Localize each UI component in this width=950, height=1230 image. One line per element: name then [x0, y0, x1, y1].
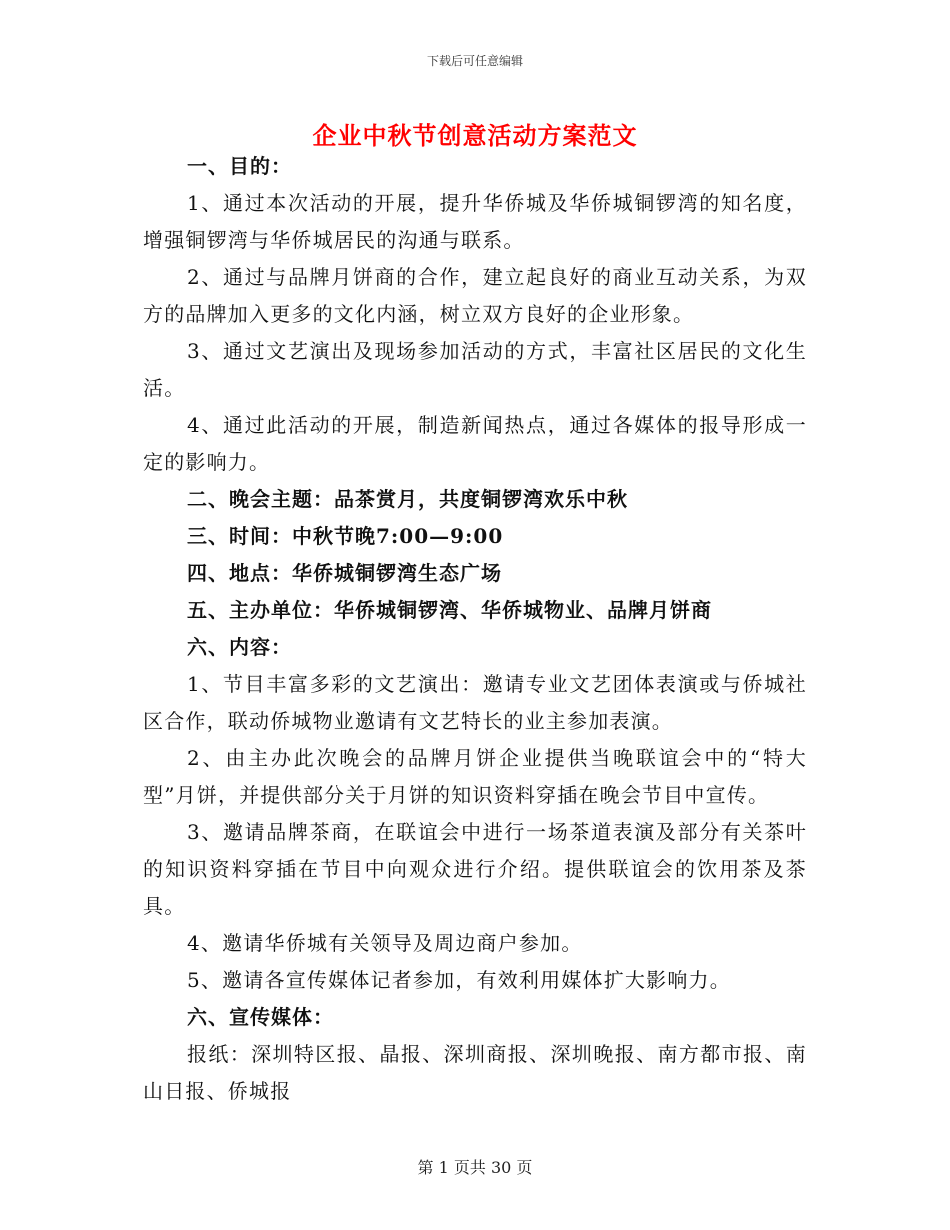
section-heading-media: 六、宣传媒体：: [187, 1005, 334, 1029]
document-title: 企业中秋节创意活动方案范文: [312, 121, 638, 150]
section-heading-location: 四、地点：华侨城铜锣湾生态广场: [187, 561, 502, 585]
page-footer: 第 1 页共 30 页: [417, 1158, 533, 1177]
paragraph-content-2: 2、由主办此次晚会的品牌月饼企业提供当晚联谊会中的“特大型”月饼，并提供部分关于月饼的知识资料穿插在晚会节目中宣传。: [143, 746, 807, 807]
section-heading-purpose: 一、目的：: [187, 154, 292, 178]
paragraph-purpose-2: 2、通过与品牌月饼商的合作，建立起良好的商业互动关系，为双方的品牌加入更多的文化内涵，树立双方良好的企业形象。: [143, 265, 807, 326]
paragraph-purpose-3: 3、通过文艺演出及现场参加活动的方式，丰富社区居民的文化生活。: [143, 339, 807, 400]
section-heading-content: 六、内容：: [187, 635, 292, 659]
document-body: [143, 148, 807, 1110]
paragraph-content-5: 5、邀请各宣传媒体记者参加，有效利用媒体扩大影响力。: [187, 968, 731, 992]
section-heading-organizers: 五、主办单位：华侨城铜锣湾、华侨城物业、品牌月饼商: [187, 598, 712, 622]
section-heading-time: 三、时间：中秋节晚7:00—9:00: [187, 524, 504, 548]
paragraph-content-1: 1、节目丰富多彩的文艺演出：邀请专业文艺团体表演或与侨城社区合作，联动侨城物业邀请有文艺特长的业主参加表演。: [143, 672, 807, 733]
paragraph-purpose-1: 1、通过本次活动的开展，提升华侨城及华侨城铜锣湾的知名度，增强铜锣湾与华侨城居民的沟通与联系。: [143, 191, 807, 252]
section-heading-theme: 二、晚会主题：品茶赏月，共度铜锣湾欢乐中秋: [187, 487, 628, 511]
paragraph-content-3: 3、邀请品牌茶商，在联谊会中进行一场茶道表演及部分有关茶叶的知识资料穿插在节目中向观众进行介绍。提供联谊会的饮用茶及茶具。: [143, 820, 807, 918]
paragraph-media: 报纸：深圳特区报、晶报、深圳商报、深圳晚报、南方都市报、南山日报、侨城报: [143, 1042, 807, 1103]
header-note: 下载后可任意编辑: [426, 54, 523, 68]
paragraph-purpose-4: 4、通过此活动的开展，制造新闻热点，通过各媒体的报导形成一定的影响力。: [143, 413, 807, 474]
paragraph-content-4: 4、邀请华侨城有关领导及周边商户参加。: [187, 931, 583, 955]
